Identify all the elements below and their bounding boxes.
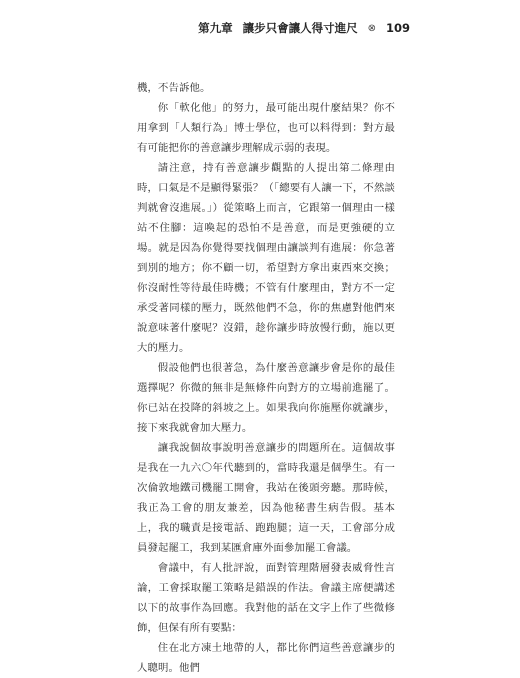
running-head bbox=[198, 20, 410, 36]
paragraph: 讓我說個故事說明善意讓步的問題所在。這個故事是我在一九六〇年代聽到的，當時我還是個學生。有一次倫敦地鐵司機罷工開會，我站在後頭旁聽。那時候，我正為工會的朋友兼差，因為他秘書生病告假。基本上，我的職責是接電話、跑跑腿；這一天，工會部分成員發起罷工，我到某匯倉庫外面參加罷工會議。 bbox=[137, 442, 395, 554]
paragraph: 請注意，持有善意讓步觀點的人提出第二條理由時，口氣是不是顯得緊張？（「總要有人讓一下，不然談判就會沒進展。」）從策略上而言，它跟第一個理由一樣站不住腳：這喚起的恐怕不是善意，而是更強硬的立場。就是因為你覺得要找個理由讓談判有進展：你急著到別的地方；你不顧一切，希望對方拿出東西來交換；你沒耐性等待最佳時機；不管有什麼理由，對方不一定承受著同樣的壓力，既然他們不急，你的焦慮對他們來說意味著什麼呢？沒錯，趁你讓步時放慢行動，施以更大的壓力。 bbox=[137, 162, 395, 354]
paragraph: 機，不告訴他。 bbox=[137, 82, 211, 94]
chapter-label: 第九章 bbox=[198, 21, 233, 35]
paragraph: 假設他們也很著急，為什麼善意讓步會是你的最佳選擇呢？你微的無非是無條件向對方的立場前進罷了。你已站在投降的斜坡之上。如果我向你施壓你就讓步，接下來我就會加大壓力。 bbox=[137, 362, 395, 434]
chapter-title: 讓步只會讓人得寸進尺 bbox=[242, 21, 358, 35]
paragraph: 會議中，有人批評說，面對管理階層發表威脅性言論，工會採取罷工策略是錯誤的作法。會議主席便講述以下的故事作為回應。我對他的話在文字上作了些微修飾，但保有所有要點： bbox=[137, 562, 395, 634]
paragraph: 你「軟化他」的努力，最可能出現什麼結果？你不用拿到「人類行為」博士學位，也可以料得到：對方最有可能把你的善意讓步理解成示弱的表現。 bbox=[137, 102, 395, 154]
paragraph: 住在北方凍土地帶的人，都比你們這些善意讓步的人聰明。他們 bbox=[137, 642, 395, 674]
ornament-icon: ⊗ bbox=[367, 22, 376, 34]
body-text bbox=[137, 78, 395, 678]
page-number: 109 bbox=[385, 21, 410, 35]
